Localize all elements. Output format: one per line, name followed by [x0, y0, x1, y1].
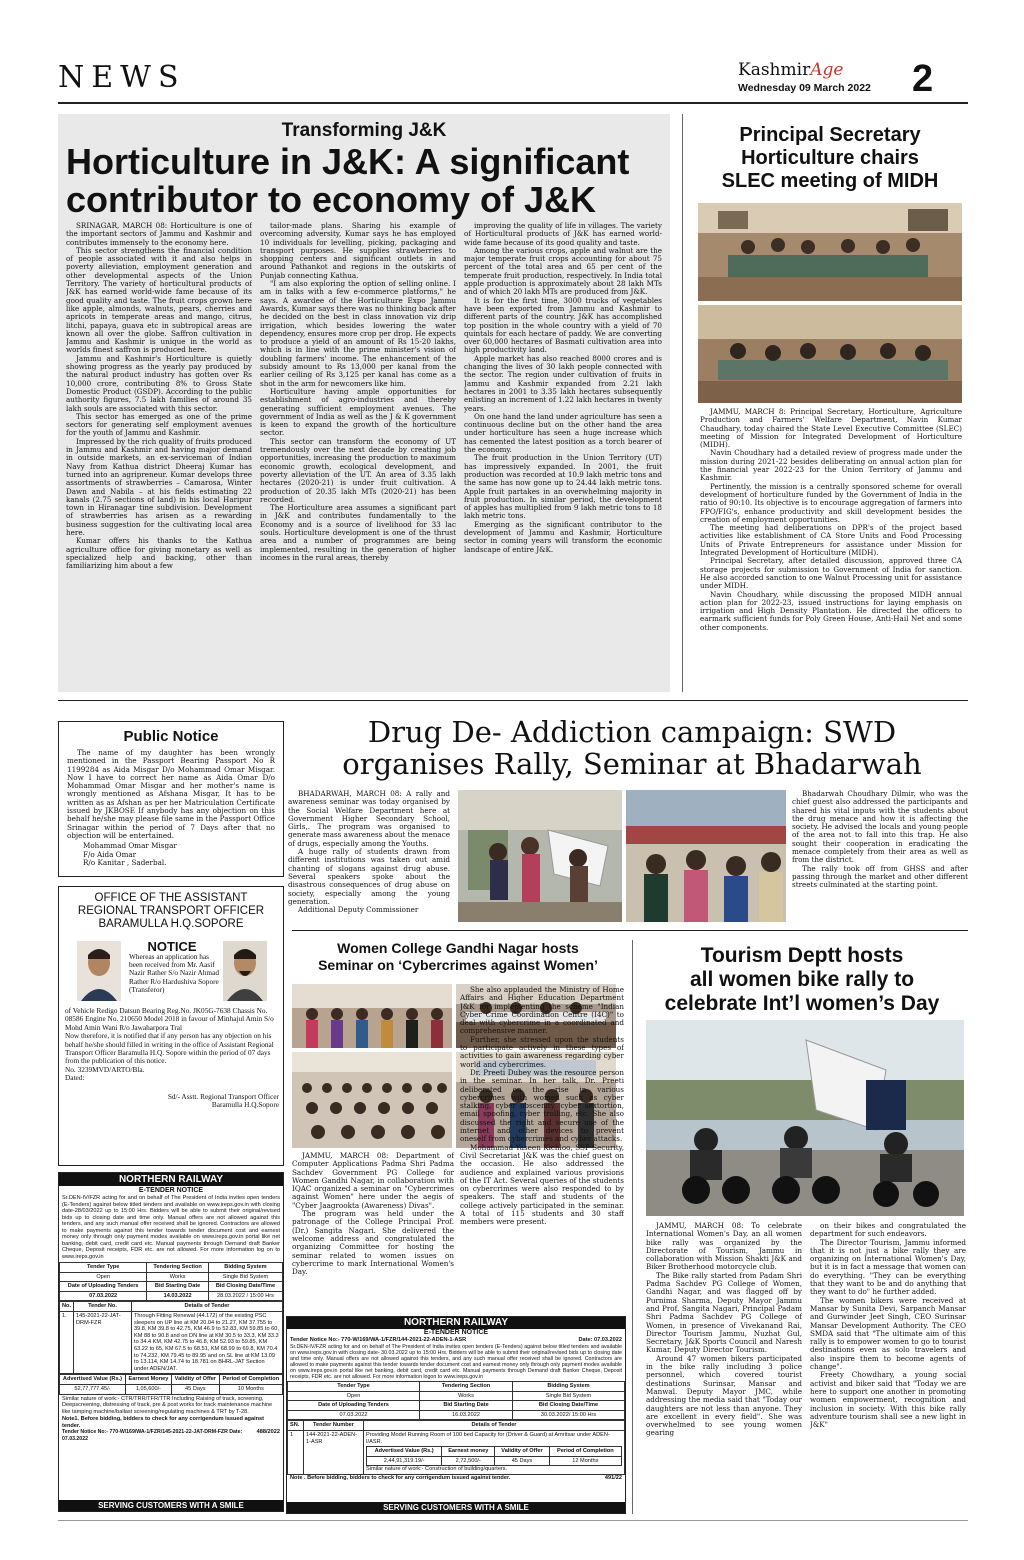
section-label: NEWS: [58, 60, 186, 95]
cyber-photo-1: [292, 984, 452, 1048]
masthead-rule: [58, 102, 968, 104]
r1-v-em: 1,05,600/-: [125, 1384, 171, 1394]
drug-headline: [296, 716, 968, 780]
tourism-c2-p2: The Director Tourism, Jammu informed that it is not just a bike rally they are organizing on International Women's Day, but it is in fact a message that women can do everything. "They can be everything that they want to be and do anything that they want to do" he further added.: [810, 1237, 966, 1297]
rto-title-3: BARAMULLA H.Q.SOPORE: [98, 918, 244, 930]
r2-v-adv: 2,44,91,319.19/-: [367, 1456, 442, 1466]
drug-right-p1: Bhadarwah Choudhary Dilmir, who was the chief guest also addressed the participants and shared his vital inputs with the students about the drug menace and how it is affecting the society. He advised the locals and young people of the area not to fall into this trap. He also sought their cooperation in eradicating the menace completely from their area as well as from the district.: [792, 790, 968, 865]
drug-rally-photo: [458, 790, 622, 922]
railway2-table-b: [287, 1420, 625, 1475]
public-notice-title: Public Notice: [123, 728, 219, 745]
r2-h-close: Bid Closing Date/Time: [513, 1401, 625, 1411]
midh-headline-1: Principal Secretary: [739, 124, 921, 146]
rto-sign-2: Baramulla H.Q.Sopore: [211, 1100, 279, 1110]
midh-p2: Navin Choudhary had a detailed review of progress made under the mission during 2021-22 besides deliberating on annual action plan for the financial year 2022-23 for the Union Territory of Jammu and Kashmir.: [700, 448, 962, 483]
cyber-headline: [292, 940, 624, 974]
lead-c1-p3: Jammu and Kashmir's Horticulture is quietly showing progress as the yearly pay produced by the natural product industry has gotten over Rs 10,000 crore, contributing 8% to Gross State Domestic Product (GSDP). According to the public authority figures, 7.5 lakh families of around 35 lakh souls are associated with this sector.: [66, 353, 252, 413]
issue-date: Wednesday 09 March 2022: [738, 82, 871, 94]
midh-p6: Navin Choudhary, while discussing the proposed MIDH annual action plan for 2022-23, issued instructions for laying emphasis on irrigation and High Density Plantation. He directed the officers to earmark sufficient funds for Poly Green House, Anti-Hail Net and some other components.: [700, 589, 962, 632]
r1-h-em: Earnest Money: [125, 1375, 171, 1385]
railway1-intro: Sr.DEN-IV/FZR acting for and on behalf of The President of India invites open tenders (E-Tenders) against below titled tenders and available on www.ireps.gov.in with closing date-28/03/2022 up to 15:00 Hrs. Bidders will be able to submit their original/revised bids up to closing date and time only. Manual offers are not allowed against this tenders, and any such manual offer received shall be ignored. Contractors are allowed to make payments against this tender towards tender document cost and earnest money only through only payment modes available on www.ireps.gov.in portal like net banking, debit card, credit card etc. Manual payments through Demand draft Banker Cheque, Deposit receipts, FDR etc. are not allowed. For more information log on to www.ireps.gov.in: [62, 1195, 280, 1260]
r1-h-section: Tendering Section: [147, 1263, 209, 1273]
midh-p1: JAMMU, MARCH 8: Principal Secretary, Horticulture, Agriculture Production and Farmers' Welfare Department, Navin Kumar Chaudhary, today chaired the State Level Executive Committee (SLEC) meeting of Mission for Integrated Development of Horticulture (MIDH).: [700, 408, 962, 450]
railway2-title: NORTHERN RAILWAY: [287, 1317, 625, 1329]
midh-p4: The meeting had deliberations on DPR's of the project based activities like establishment of CA Store Units and Food Processing Units of Private Entrepreneurs for assistance under Mission for Integrated Development of Horticulture (MIDH).: [700, 523, 962, 558]
railway2-notice-no: Tender Notice No:- 770-W/169/WA-1/FZR/144-2021-22-ADEN-1-ASR: [290, 1337, 467, 1343]
drug-left-p3: Additional Deputy Commissioner: [298, 905, 419, 915]
rto-no: No. 3239MVD/ARTO/Bla.: [65, 1064, 145, 1074]
railway1-table-b: [59, 1301, 283, 1374]
tourism-headline-2: all women bike rally to: [689, 968, 915, 991]
railway1-table-c: [59, 1374, 283, 1394]
midh-photo-2: [698, 305, 962, 403]
transferor-photo: [77, 941, 121, 1001]
r2-v-em: 2,72,500/-: [442, 1456, 495, 1466]
lead-c1-p6: Kumar offers his thanks to the Kathua agriculture office for giving monetary as well as specialized help and backing, other than familiarizing him about a few: [66, 536, 252, 571]
rto-title-2: REGIONAL TRANSPORT OFFICER: [77, 905, 265, 917]
r2-h-val: Validity of Offer: [495, 1447, 549, 1457]
r1-h-val: Validity of Offer: [171, 1375, 219, 1385]
r1-h-type: Tender Type: [60, 1263, 147, 1273]
r2-v-sn: 1: [288, 1431, 304, 1475]
tourism-c2-p1: on their bikes and congratulated the department for such endeavors.: [810, 1222, 966, 1239]
r2-h-type: Tender Type: [288, 1382, 420, 1392]
public-notice-box: [58, 721, 284, 877]
r2-v-start: 16.03.2022: [420, 1410, 513, 1420]
tourism-headline: [636, 944, 968, 1016]
railway1-note: Note1. Before bidding, bidders to check for any corrigendum issued against tender.: [62, 1416, 265, 1429]
railway1-notice-no: Tender Notice No:- 770-W/169/WA-1/FZR/145-2021-22-JAT-DRM-FZR Date: 07.03.2022: [62, 1429, 243, 1442]
bottom-rule: [58, 1520, 968, 1521]
lead-c2-p2: "I am also exploring the option of selling online. I am in talks with a few e-commerce platforms," he says. A awardee of the Horticulture Expo Jammu Awards, Kumar says there was no thinking back after he decided on the best in class innovation viz drip irrigation, which besides lowering the water dependency, ensures more crop per drop. He expects to produce a yield of an amount of Rs 15-20 lakhs, which is in line with the prime minister's vision of doubling farmers' income. The enhancement of the subsidy amount to Rs 13,000 per kanal from the earlier ceiling of Rs 3,125 per kanal has come as a shot in the arm for newcomers like him.: [260, 279, 456, 388]
public-notice-sign: [83, 842, 275, 867]
cyber-headline-1: Women College Gandhi Nagar hosts: [337, 940, 579, 956]
r2-h-pc: Period of Completion: [549, 1447, 621, 1457]
railway2-code: 491/22: [604, 1475, 622, 1481]
drug-headline-2: organises Rally, Seminar at Bhadarwah: [342, 747, 922, 781]
drug-left-text: [288, 790, 450, 926]
r2-v-val: 45 Days: [495, 1456, 549, 1466]
public-notice-sign-2: F/o Aida Omar: [83, 849, 137, 859]
rto-title-1: OFFICE OF THE ASSISTANT: [94, 892, 248, 904]
lead-column-2: [260, 222, 456, 688]
r2-similar: Similar nature of work:- Construction of building/quarters.: [366, 1466, 508, 1473]
lead-column-1: [66, 222, 252, 688]
midh-headline: [692, 124, 968, 193]
lead-c1-p1: SRINAGAR, MARCH 08: Horticulture is one of the important sectors of Jammu and Kashmir and contributes immensely to the economy here.: [66, 222, 252, 247]
lead-c3-p4: Apple market has also reached 8000 crores and is changing the lives of 30 lakh people connected with the sector. The region under cultivation of fruits in Jammu and Kashmir expanded from 2.21 lakh hectares in 2001 to 3.35 lakh hectares subsequently enlisting an increment of 1.22 lakh hectares in twenty years.: [464, 353, 662, 413]
lead-c2-p3: Horticulture having ample opportunities for establishment of agro-industries and thereby generating sufficient employment avenues. The government of India as well as the J & K government is keen to expand the growth of the horticulture sector.: [260, 386, 456, 438]
railway2-note: Note . Before bidding, bidders to check for any corrigendum issued against tender.: [290, 1475, 511, 1481]
midh-headline-2: Horticulture chairs: [741, 147, 919, 169]
r2-h-section: Tendering Section: [420, 1382, 513, 1392]
r1-h-upload: Date of Uploading Tenders: [60, 1282, 147, 1292]
r2-h-start: Bid Starting Date: [420, 1401, 513, 1411]
r1-v-no: 1.: [60, 1311, 74, 1373]
rto-side-text: Whereas an application has been received from Mr. Aasif Nazir Rather S/o Nazir Ahmad Rather R/o Hardushiva Sopore (Transferor): [129, 952, 219, 994]
lead-c2-p4: This sector can transform the economy of UT tremendously over the next decade by creating job opportunities, increasing the production to maximum economic growth, ecological development, and poverty alleviation of the UT. An area of 3.35 lakh hectares (2020-21) is under fruit cultivation. A production of 20.35 lakh MTs (2020-21) has been recorded.: [260, 436, 456, 504]
railway-ad-1: [58, 1172, 284, 1512]
r1-v-adv: 52,77,777.45/-: [60, 1384, 126, 1394]
r1-h-adv: Advertised Value (Rs.): [60, 1375, 126, 1385]
r2-h-details: Details of Tender: [364, 1421, 625, 1431]
r2-v-pc: 12 Months: [549, 1456, 621, 1466]
lead-c3-p5: On one hand the land under agriculture has seen a continuous decline but on the other hand the area under horticulture has seen a huge increase which has cemented the latest position as a torch bearer of the economy.: [464, 411, 662, 455]
logo-age: Age: [810, 60, 844, 80]
rto-title: [59, 892, 283, 931]
midh-p5: Principal Secretary, after detailed discussion, approved three CA storage projects for submission to Government of India for sanction. He also accorded sanction to one Walnut Processing unit for assistance under MIDH.: [700, 556, 962, 591]
logo-kashmir: Kashmir: [738, 60, 811, 80]
lead-c3-p6: The fruit production in the Union Territory (UT) has impressively expanded. In 2001, the fruit production was recorded at 10.9 lakh metric tons and the same has now gone up to 24.44 lakh metric tons. Apple fruit partakes in an overwhelming majority in fruit production. In similar period, the development of apples has multiplied from 9 lakh metric tons to 18 lakh metric tons.: [464, 453, 662, 521]
r2-v-section: Works: [420, 1391, 513, 1401]
drug-right-p2: The rally took off from GHSS and after passing through the market and other different streets culminated at the starting point.: [792, 863, 968, 890]
r2-v-tender: 144-2021-22-ADEN-1-ASR: [304, 1431, 364, 1475]
cyber-right-p1: She also applauded the Ministry of Home Affairs and Higher Education Department J&K for implementing the scheme "Indian Cyber Crime Coordination Centre (I4C)" to deal with cybercrime in a coordinated and comprehensive manner.: [460, 986, 624, 1036]
r2-v-details-text: Providing Model Running Room of 100 bed Capacity for (Driver & Guard) at Amritsar under ADEN-I/ASR.: [366, 1432, 610, 1445]
midh-headline-3: SLEC meeting of MIDH: [721, 170, 939, 192]
r2-h-system: Bidding System: [513, 1382, 625, 1392]
railway1-subtitle: E-TENDER NOTICE: [138, 1187, 204, 1194]
cyber-headline-2: Seminar on ‘Cybercrimes against Women’: [318, 957, 598, 973]
tourism-c2-p4: Freety Chowdhary, a young social activist and biker said that "Today we are here to support one another in promoting women empowerment, recognition and inclusion in society. With this bike rally adventure tourism shall see a new light in J&K": [810, 1370, 966, 1430]
tourism-c2-p3: The women bikers were received at Mansar by Sunita Devi, Sarpanch Mansar and Gurwinder Jeet Singh, CEO Surinsar Mansar Development Authority. The CEO SMDA said that "The ultimate aim of this rally is to empower women to go to tourist destinations even as solo travelers and also inspire them to become agents of change".: [810, 1295, 966, 1372]
r1-h-details: Details of Tender: [132, 1302, 283, 1312]
column-divider-2: [632, 940, 633, 1514]
r2-v-details: [364, 1431, 625, 1475]
tourism-c1-p1: JAMMU, MARCH 08: To celebrate International Women's Day, an all women bike rally was organized by the Directorate of Tourism, Jammu in collaboration with Mission Shakti J&K and Biker Brotherhood motorcycle club.: [646, 1222, 802, 1272]
rto-body: [65, 1007, 279, 1109]
r2-h-upload: Date of Uploading Tenders: [288, 1401, 420, 1411]
r1-v-close: 28.03.2022 / 15:00 Hrs: [208, 1291, 282, 1301]
r1-v-system: Single Bid System: [208, 1272, 282, 1282]
rto-dated: Dated:: [65, 1073, 85, 1083]
rto-body-2: Now therefore, it is notified that if any person has any objection on his behalf he/she should filled in writing in the office of Assistant Regional Transport Officer Baramulla H.Q. Sopore within the period of 07 days from the publication of this notice.: [65, 1031, 274, 1066]
r2-v-close: 30.03.2022/ 15:00 Hrs: [513, 1410, 625, 1420]
lead-kicker: Transforming J&K: [281, 120, 447, 141]
r1-v-type: Open: [60, 1272, 147, 1282]
railway1-similar: Similar nature of work:- CTR/TRR/TFR/TTR Including Raising of track, screening, Deepscreening, distressing of track, pre & post works for track maintenance machine like tamping machine/ballast screening/regulating machines & TRT by T-28.: [62, 1395, 273, 1415]
cyber-left-text: [292, 1152, 454, 1310]
cyber-photo-3: [292, 1052, 452, 1148]
rto-sign-1: Sd/- Asstt. Regional Transport Officer: [167, 1091, 279, 1101]
page-number: 2: [912, 58, 934, 100]
r1-v-val: 45 Days: [171, 1384, 219, 1394]
cyber-right-text: [460, 986, 624, 1310]
tourism-bike-photo: [646, 1020, 964, 1216]
lead-headline-2: contributor to economy of J&K: [66, 179, 596, 220]
lead-c2-p5: The Horticulture area assumes a significant part in J&K and contributes fundamentally to the Economy and is a source of livelihood for 33 lac souls. Horticulture development is one of the thrust area and a number of programmes are being implemented, resulting in the generation of higher incomes in the rural areas, thereby: [260, 503, 456, 562]
railway2-table-c: [366, 1446, 622, 1466]
drug-headline-1: Drug De- Addiction campaign: SWD: [367, 715, 897, 749]
tourism-col-2: [810, 1222, 966, 1512]
public-notice-sign-3: R/o Kanitar , Saderbal.: [83, 857, 167, 867]
lead-column-3: [464, 222, 662, 688]
r1-v-pc: 10 Months: [219, 1384, 282, 1394]
cyber-right-p4: Mohammad Yaseen Kichloo, SSP Security, Civil Secretariat J&K was the chief guest on the occasion. He also addressed the audience and explained various provisions of the IT Act. Several queries of the students on cybercrimes were also responded to by speakers. The staff and students of the college actively participated in the seminar. A total of 115 students and 30 staff members were present.: [460, 1142, 624, 1227]
transferee-photo: [223, 941, 267, 1001]
section-rule-1: [58, 700, 968, 701]
railway2-intro: Sr.DEN-IV/FZR acting for and on behalf of The President of India invites open tenders (E-Tenders) against below titled tenders and available on www.ireps.gov.in with closing date- 30.03.2022 up to 15:00 Hrs. Bidders will be able to submit their original/revised bids up to closing date and time only. Manual offers are not allowed against this tenders, and any such manual offer received shall be ignored. Contractors are allowed to make payments against this tender towards tender document cost and earnest money only through only payment modes available on www.ireps.gov.in portal like net banking, debit card, credit card etc. Manual payments through Demand draft Banker Cheque, Deposit receipts, FDR etc. are not allowed. For more information logon to www.ireps.gov.in: [290, 1343, 622, 1380]
r1-h-start: Bid Starting Date: [147, 1282, 209, 1292]
r2-h-sn: SN.: [288, 1421, 304, 1431]
tourism-headline-3: celebrate Int’l women’s Day: [664, 992, 940, 1015]
midh-body: [700, 408, 962, 690]
tourism-headline-1: Tourism Deptt hosts: [700, 944, 904, 967]
tourism-col-1: [646, 1222, 802, 1512]
cyber-right-p3: Dr. Preeti Dubey was the resource person in the seminar. In her talk, Dr. Preeti deliberated on the rise in various cybercrimes with women such as cyber stalking, cyber obscenity, cyber sextortion, email spoofing, cyber trolling, etc. She also discussed the right and secure use of the internet and other devices to prevent oneself from cybercrimes and cyber attacks.: [460, 1067, 624, 1144]
r1-v-start: 14.03.2022: [147, 1291, 209, 1301]
r1-v-upload: 07.03.2022: [60, 1291, 147, 1301]
lead-c1-p5: Impressed by the rich quality of fruits produced in Jammu and Kashmir and having major demand in outside markets, an ex-serviceman of Indian Navy from Kathua district Dheeraj Kumar has turned into an agripreneur. Kumar develops three assortments of strawberries – Camarosa, Winter Dawn and Nabila – at his fields estimating 22 kanals (2.75 sections of land) in his local Haripur town in Hiranagar tine subdivision. Development of strawberries has arisen as a rewarding business suggestion for the cultivating local area here.: [66, 436, 252, 537]
lead-c3-p7: Emerging as the significant contributor to the development of Jammu and Kashmir, Horticulture sector in coming years will transform the economic landscape of entire J&K.: [464, 519, 662, 554]
column-divider: [682, 114, 683, 692]
tourism-c1-p2: The Bike rally started from Padam Shri Padma Sachdev PG College of Women, Gandhi Nagar, and was flagged off by Purnima Sharma, Deputy Mayor Jammu and Prof. Sangita Nagari, Principal Padam Shri Padma Sachdev PG College of Women, in presence of Vivekanand Rai, Director Tourism Jammu, Nuzhat Gul, Secretary, J&K Sports Council and Naresh Kumar, Deputy Director Tourism.: [646, 1270, 802, 1355]
railway-ad-2: [286, 1316, 626, 1514]
r2-v-upload: 07.03.2022: [288, 1410, 420, 1420]
railway2-subtitle: E-TENDER NOTICE: [423, 1329, 489, 1336]
r1-v-section: Works: [147, 1272, 209, 1282]
cyber-left-p1: JAMMU, MARCH 08: Department of Computer Applications Padma Shri Padma Sachdev Government PG College for Women Gandhi Nagar, in collaboration with IQAC organized a seminar on "Cybercrimes against Women" here under the aegis of "Cyber Jaagrookta (Awareness) Divas".: [292, 1152, 454, 1210]
r1-h-system: Bidding System: [208, 1263, 282, 1273]
r2-v-system: Single Bid System: [513, 1391, 625, 1401]
r1-h-pc: Period of Completion: [219, 1375, 282, 1385]
r1-v-tender: 145-2021-22-JAT-DRM-FZR: [74, 1311, 132, 1373]
drug-right-text: [792, 790, 968, 926]
r1-h-close: Bid Closing Date/Time: [208, 1282, 282, 1292]
drug-students-photo: [626, 790, 786, 922]
lead-c3-p1: improving the quality of life in villages. The variety of Horticultural products of J&K has earned world-wide fame because of its good quality and taste.: [464, 222, 662, 247]
r1-h-tender: Tender No.: [74, 1302, 132, 1312]
section-rule-2: [292, 930, 968, 931]
lead-c1-p4: This sector has emerged as one of the prime sectors for generating self employment avenues for the youth of Jammu and Kashmir.: [66, 411, 252, 438]
rto-body-1: of Vehicle Redigo Datsun Bearing Reg.No. JK05G-7638 Chassis No. 08586 Engine No. 210650 Model 2018 in favour of Minhajul Amin S/o Mohd Amin Wani R/o Jawaharpora Tral: [65, 1006, 274, 1032]
lead-c2-p1: tailor-made plans. Sharing his example of overcoming adversity, Kumar says he has employed 10 individuals for levelling, picking, packaging and transport purposes. He supplies strawberries to shopping centers and significant outlets in and around Pathankot and regions in the outskirts of Punjab connecting Kathua.: [260, 222, 456, 280]
r2-h-em: Earnest money: [442, 1447, 495, 1457]
cyber-left-p2: The program was held under the patronage of the College Principal Prof. (Dr.) Sangita Nagari. She delivered the welcome address and congratulated the organizing Committee for hosting the seminar related to women issues on cybercrime to mark International Women's Day.: [292, 1209, 454, 1277]
drug-left-p2: A huge rally of students drawn from different institutions was taken out amid chanting of slogans against drug abuse. Several speakers spoke about the disastrous consequences of drug abuse on society, especially among the young generation.: [288, 847, 450, 906]
railway2-footer-row: [290, 1475, 622, 1482]
public-notice-body: The name of my daughter has been wrongly mentioned in the Passport Bearing Passport No R 1199284 as Aida Misgar D/o Mohammad Omar Misgar. Now I have to correct her name as Aida Omar D/o Mohammad Omar Misgar and her mother's name is wrongly mentioned as Afshana Misgar, It has to be written as as Afshan as per her Matriculation Certificate issued by JKBOSE If anybody has any objection on this behalf he/she may please file same in the Passport Office Srinagar within the period of 7 Days after that no objection will be entertained.: [67, 749, 275, 840]
r1-v-details: Through Fitting Renewal (44.172) of the existing PSC sleepers on UP line at KM 20.04 to 21.27, KM 37.755 to 39.8, KM 39.8 to 42.75, KM 46.9 to 52.83, KM 59.85 to 60, KM 88 to 90.8 and on DN line at KM 30.5 to 33.3, KM 33.3 to 34.4 KM, KM 42.75 to 46.8, KM 52.93 to 59.85, KM 63.22 to 65, KM 67.5 to 68.51, KM 68.99 to 69.8, KM 70.4 to 74.232, KM 79.45 to 89.95 and on SL line at KM 13.09 to 13.114, KM 14.74 to 18.781 on BHRL-JAT Section under ADEN/JAT.: [132, 1311, 283, 1373]
drug-left-p1: BHADARWAH, MARCH 08: A rally and awareness seminar was today organised by the Social Welfare Department here at Government Higher Secondary School, Girls,. The program was organised to generate mass awareness about the menace of drugs, especially among the Youths.: [288, 790, 450, 848]
midh-photo-1: [698, 203, 962, 301]
lead-c3-p3: It is for the first time, 3000 trucks of vegetables have been exported from Jammu and Kashmir to different parts of the country. J&K has accomplished top position in the whole country with a yield of 70 quintals for each hectare of paddy. We are converting over 60,000 hectares of Basmati cultivation area into high productivity land.: [464, 295, 662, 355]
rto-notice-box: [58, 886, 284, 1166]
railway1-slogan: SERVING CUSTOMERS WITH A SMILE: [59, 1500, 283, 1511]
lead-headline-1: Horticulture in J&K: A significant: [66, 141, 630, 182]
lead-c3-p2: Among the various crops, apple and walnut are the major temperate fruit crops accounting for about 75 percent of the total area and 65 per cent of the temperate fruit production, respectively. In India total apple production is approximately about 28 lakh MTs and of which 20 lakh MTs are produced from J&K.: [464, 245, 662, 297]
cyber-right-p2: Further, she stressed upon the students to participate actively in these types of activities to gain awareness regarding cyber world and cybercrimes.: [460, 1034, 624, 1069]
r2-h-adv: Advertised Value (Rs.): [367, 1447, 442, 1457]
tourism-c1-p3: Around 47 women bikers participated in the bike rally including 3 police personnel, which covered tourist destinations Surinsar, Mansar and Manwal. Deputy Mayor JMC, while addressing the media said that "Today our daughters are not less than anyone. They are excellent in every field". She was overwhelmed to see young women gearing: [646, 1353, 802, 1438]
masthead-logo[interactable]: [738, 60, 843, 80]
railway1-code: 488/2022: [256, 1429, 280, 1435]
railway1-footer-row: [62, 1429, 280, 1442]
lead-c1-p2: This sector strengthens the financial condition of people associated with it and also helps in poverty alleviation, employment generation and other developmental aspects of the Union Territory. The variety of horticultural products of J&K has earned world-wide fame because of its good quality and taste. The fruit crops grown here like apple, almonds, walnuts, pears, cherries and apricots in temperate areas and mango, citrus, litchi, papaya, guava etc in subtropical areas are known all over the globe. Saffron cultivation in Jammu and Kashmir is unique in the world as worlds finest saffron is produced here.: [66, 245, 252, 355]
railway2-date: Date: 07.03.2022: [578, 1337, 622, 1343]
railway1-title: NORTHERN RAILWAY: [59, 1173, 283, 1186]
r1-h-no: No.: [60, 1302, 74, 1312]
rto-notice-label: NOTICE: [147, 939, 197, 954]
midh-p3: Pertinently, the mission is a centrally sponsored scheme for overall development of horticulture funded by the Government of India in the ratio of 90:10. Its objective is to encourage aggregation of farmers into FPO/FIG's, enhance productivity and skill development besides the creation of employment opportunities.: [700, 481, 962, 524]
r2-h-tender: Tender Number: [304, 1421, 364, 1431]
railway1-table-a: [59, 1262, 283, 1301]
r2-v-type: Open: [288, 1391, 420, 1401]
public-notice-sign-1: Mohammad Omar Misgar: [83, 842, 177, 851]
railway2-table-a: [287, 1381, 625, 1420]
railway2-slogan: SERVING CUSTOMERS WITH A SMILE: [287, 1502, 625, 1513]
